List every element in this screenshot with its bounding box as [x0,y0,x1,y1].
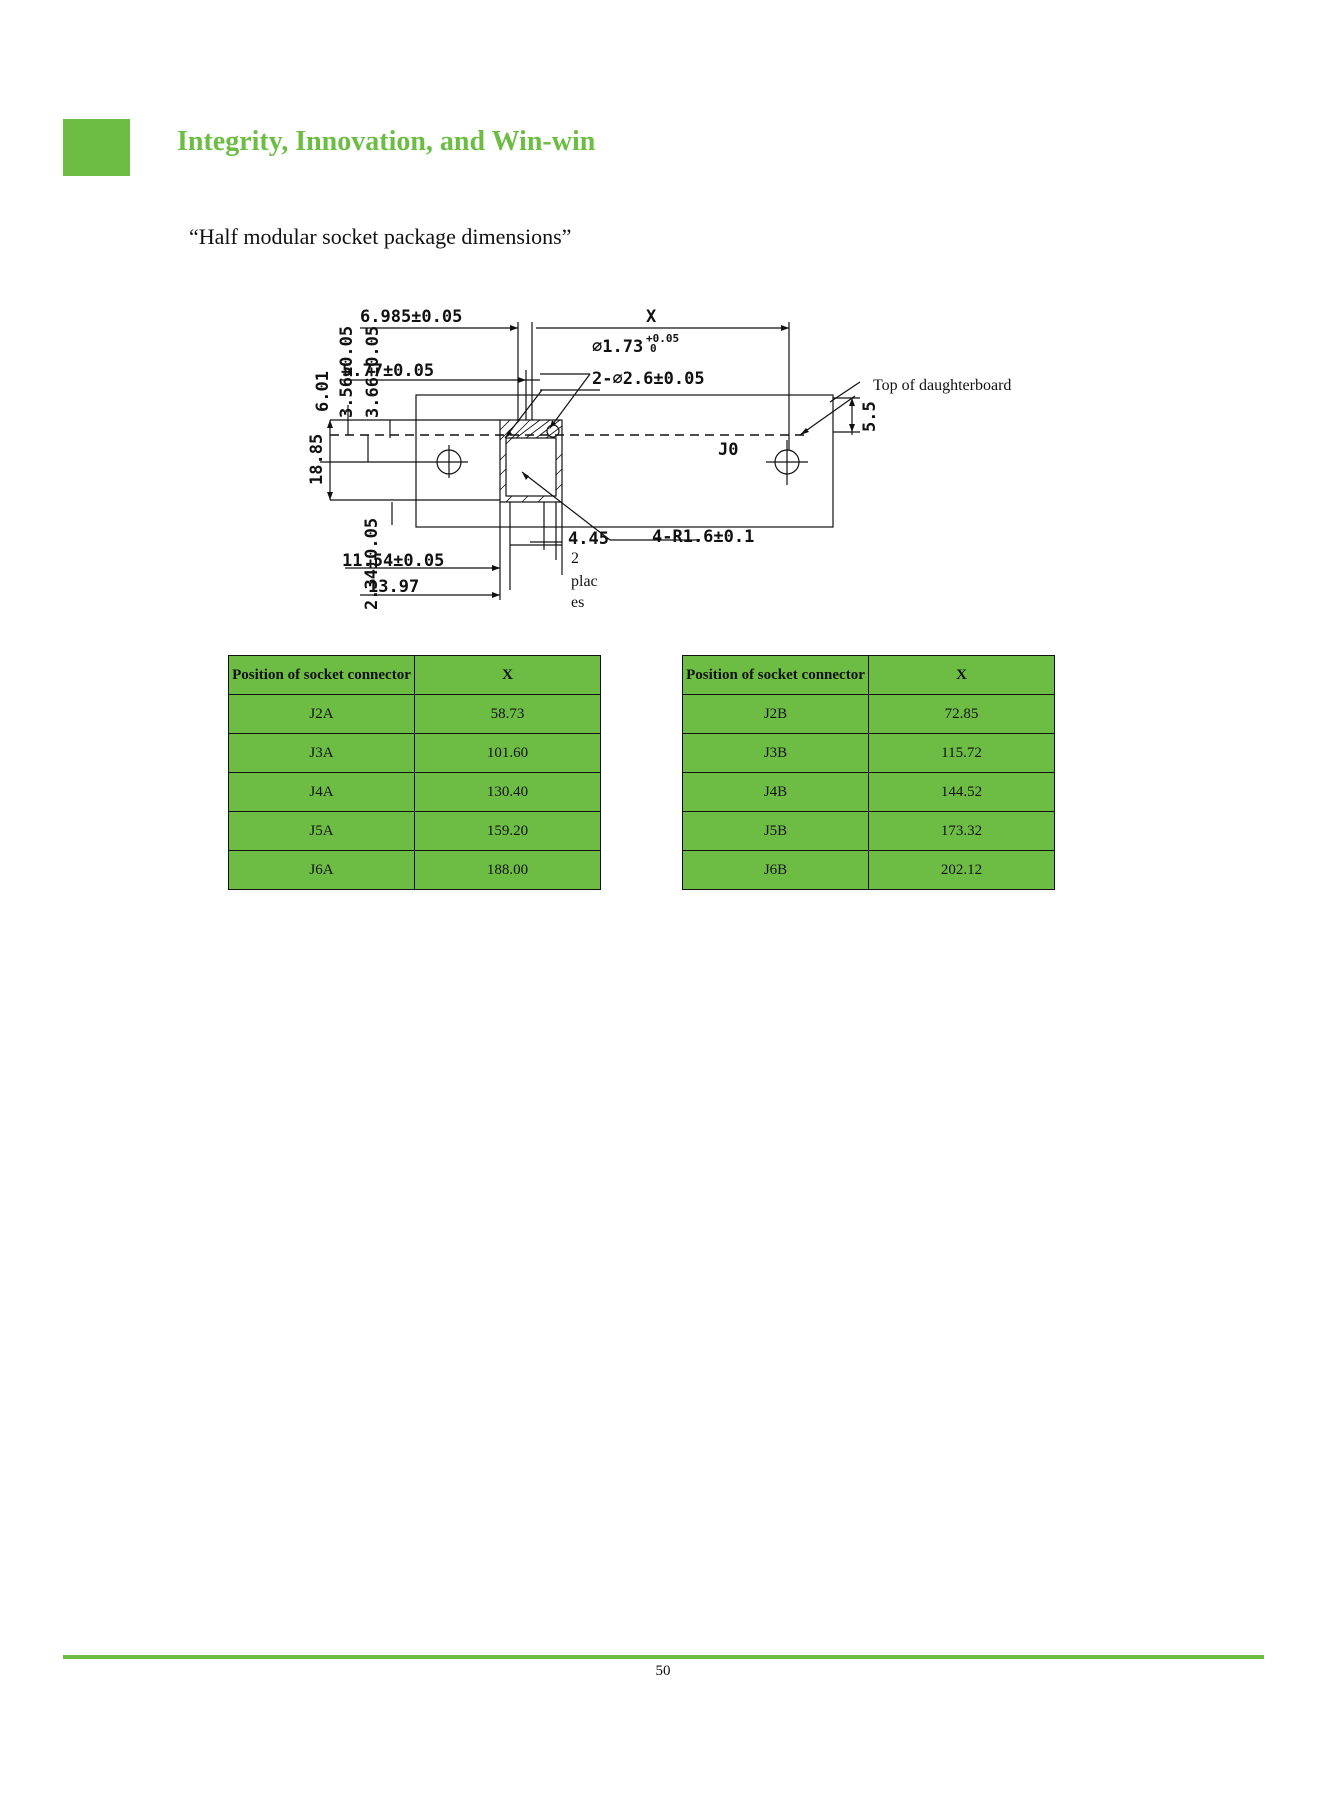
table-row [229,734,601,773]
header-position: Position of socket connector [229,656,415,695]
cell-x: 159.20 [415,812,601,851]
cell-position: J2B [683,695,869,734]
header-x: X [869,656,1055,695]
dim-6-01: 6.01 [313,371,333,412]
header-x: X [415,656,601,695]
table-row [683,734,1055,773]
page-title: Integrity, Innovation, and Win-win [177,126,596,157]
cell-position: J6A [229,851,415,890]
cell-position: J4B [683,773,869,812]
dim-11-54: 11.54±0.05 [342,551,445,571]
cell-x: 101.60 [415,734,601,773]
dim-x: X [646,307,657,327]
top-daughterboard-note: Top of daughterboard [873,377,1012,394]
cell-x: 188.00 [415,851,601,890]
cell-position: J5A [229,812,415,851]
cell-x: 58.73 [415,695,601,734]
page-number: 50 [655,1663,671,1679]
cell-position: J3A [229,734,415,773]
dim-3-66: 3.66±0.05 [363,325,383,418]
table-row [229,773,601,812]
cell-position: J5B [683,812,869,851]
cell-x: 72.85 [869,695,1055,734]
dim-3-56: 3.56±0.05 [337,325,357,418]
table-header-row [229,656,601,695]
socket-table-b [682,655,1055,890]
dim-13-97: 13.97 [368,577,420,597]
table-row [683,812,1055,851]
label-j0: J0 [718,440,739,460]
header-position: Position of socket connector [683,656,869,695]
dim-2-holes: 2-⌀2.6±0.05 [592,369,705,389]
cell-x: 144.52 [869,773,1055,812]
cell-x: 115.72 [869,734,1055,773]
table-row [683,773,1055,812]
dim-18-85: 18.85 [307,433,327,485]
dim-hole-tol-lower: 0 [650,342,657,355]
dim-5-5: 5.5 [860,401,880,432]
places-note-3: es [571,594,585,611]
table-header-row [683,656,1055,695]
dim-4-45: 4.45 [568,529,609,549]
cell-position: J4A [229,773,415,812]
cell-x: 173.32 [869,812,1055,851]
dim-6985: 6.985±0.05 [360,307,463,327]
figure-caption: “Half modular socket package dimensions” [189,224,572,249]
cell-x: 130.40 [415,773,601,812]
cell-position: J6B [683,851,869,890]
places-note-2: plac [571,573,598,590]
socket-table-a [228,655,601,890]
dim-2-34: 2.34±0.05 [362,517,382,610]
board-outline [416,395,833,527]
cell-x: 202.12 [869,851,1055,890]
socket-inner [506,438,556,496]
table-row [229,695,601,734]
footer-divider [63,1655,1264,1659]
drawing-svg [300,300,1040,620]
dim-577: 5.77±0.05 [342,361,435,381]
dimension-drawing [300,300,1040,620]
header-accent-block [63,119,130,176]
table-row [229,851,601,890]
table-row [683,695,1055,734]
table-row [229,812,601,851]
table-row [683,851,1055,890]
dim-hole: ⌀1.73 [592,337,644,357]
cell-position: J2A [229,695,415,734]
dim-radius: 4-R1.6±0.1 [652,527,755,547]
dim-hole-tol-upper: +0.05 [646,332,680,345]
places-note-1: 2 [571,550,579,567]
cell-position: J3B [683,734,869,773]
